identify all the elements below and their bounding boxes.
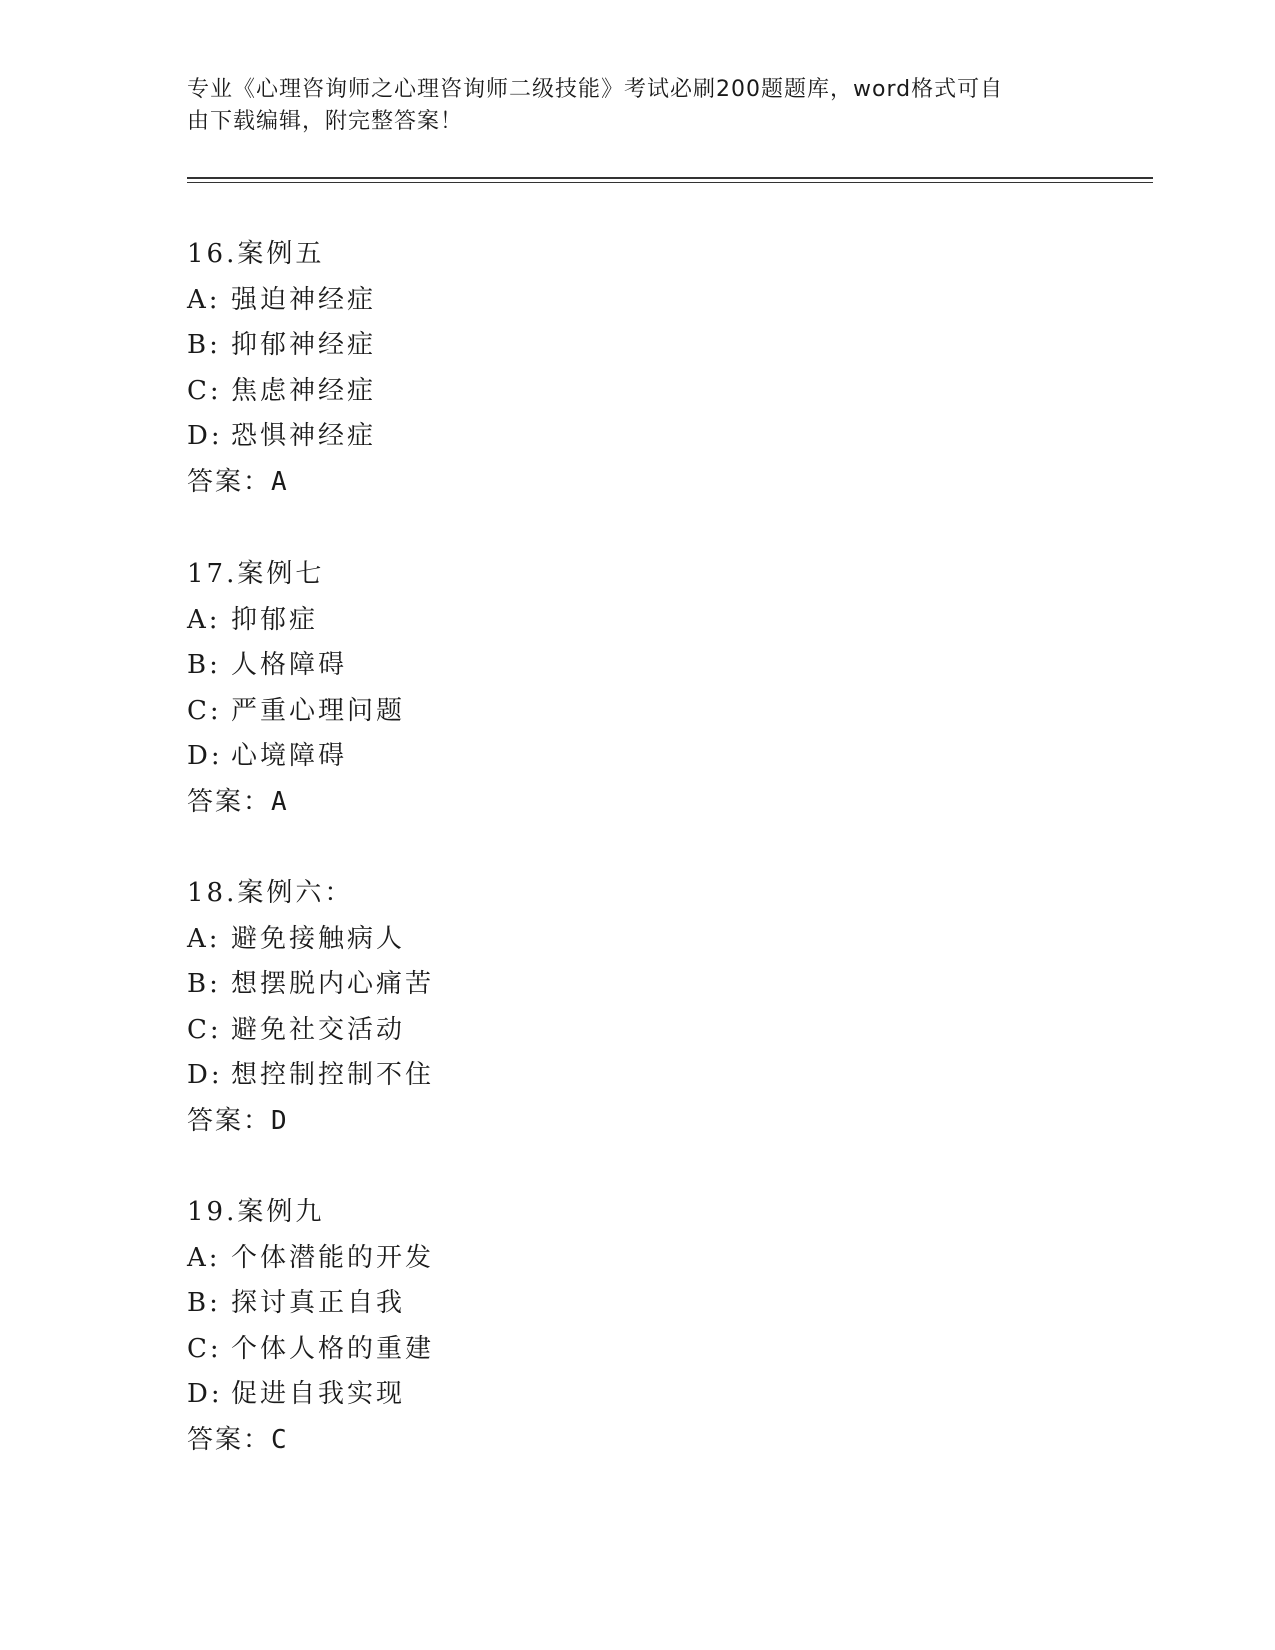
option-key: C: (187, 375, 222, 406)
option-c (187, 1008, 887, 1054)
option-b (187, 323, 887, 369)
question-title: 18.案例六： (187, 878, 354, 908)
option-key: B: (187, 650, 221, 680)
option-a (187, 917, 887, 963)
option-key: A: (187, 604, 221, 635)
option-a (187, 1236, 887, 1282)
option-text: 恐惧神经症 (231, 421, 377, 451)
option-text: 焦虑神经症 (231, 375, 377, 406)
option-key: C: (187, 695, 222, 726)
option-a (187, 598, 887, 644)
option-key: B: (187, 969, 221, 999)
question-17 (187, 552, 887, 825)
question-title: 16.案例五 (187, 239, 325, 269)
option-a (187, 278, 887, 324)
option-key: D: (187, 1060, 223, 1090)
option-key: D: (187, 421, 223, 451)
answer-value: A (271, 466, 289, 497)
option-key: D: (187, 741, 223, 771)
option-d (187, 1372, 887, 1418)
document-header (187, 74, 1067, 138)
option-text: 探讨真正自我 (231, 1288, 406, 1318)
option-d (187, 414, 887, 460)
option-text: 避免社交活动 (231, 1014, 406, 1045)
option-text: 个体人格的重建 (231, 1333, 435, 1364)
option-text: 心境障碍 (231, 741, 348, 771)
option-key: C: (187, 1014, 222, 1045)
option-c (187, 369, 887, 415)
option-key: B: (187, 1288, 221, 1318)
answer-line (187, 780, 887, 826)
option-text: 人格障碍 (231, 650, 348, 680)
answer-label: 答案： (187, 466, 272, 497)
option-b (187, 643, 887, 689)
option-key: A: (187, 923, 221, 954)
option-text: 想控制控制不住 (231, 1060, 435, 1090)
header-line-1: 专业《心理咨询师之心理咨询师二级技能》考试必刷200题题库，word格式可自 (187, 77, 1004, 102)
option-key: A: (187, 284, 221, 315)
option-key: C: (187, 1333, 222, 1364)
header-divider-thin (187, 182, 1153, 183)
answer-line (187, 1099, 887, 1145)
answer-label: 答案： (187, 1105, 272, 1136)
option-c (187, 689, 887, 735)
option-key: B: (187, 330, 221, 360)
answer-label: 答案： (187, 1424, 272, 1455)
answer-value: C (271, 1424, 289, 1455)
question-title: 19.案例九 (187, 1197, 325, 1227)
answer-line (187, 460, 887, 506)
option-text: 严重心理问题 (231, 695, 406, 726)
option-c (187, 1327, 887, 1373)
option-text: 想摆脱内心痛苦 (231, 969, 435, 999)
header-divider-thick (187, 177, 1153, 179)
option-d (187, 734, 887, 780)
option-text: 抑郁症 (231, 604, 319, 635)
option-d (187, 1053, 887, 1099)
question-19 (187, 1190, 887, 1463)
option-text: 抑郁神经症 (231, 330, 377, 360)
option-text: 强迫神经症 (231, 284, 377, 315)
option-b (187, 1281, 887, 1327)
question-16 (187, 232, 887, 505)
answer-line (187, 1418, 887, 1464)
header-line-2: 由下载编辑，附完整答案！ (187, 109, 464, 134)
option-text: 个体潜能的开发 (231, 1242, 435, 1273)
answer-value: D (271, 1105, 289, 1136)
option-key: A: (187, 1242, 221, 1273)
answer-label: 答案： (187, 786, 272, 817)
option-key: D: (187, 1379, 223, 1409)
option-b (187, 962, 887, 1008)
option-text: 促进自我实现 (231, 1379, 406, 1409)
question-18 (187, 871, 887, 1144)
option-text: 避免接触病人 (231, 923, 406, 954)
answer-value: A (271, 786, 289, 817)
question-title: 17.案例七 (187, 559, 325, 589)
